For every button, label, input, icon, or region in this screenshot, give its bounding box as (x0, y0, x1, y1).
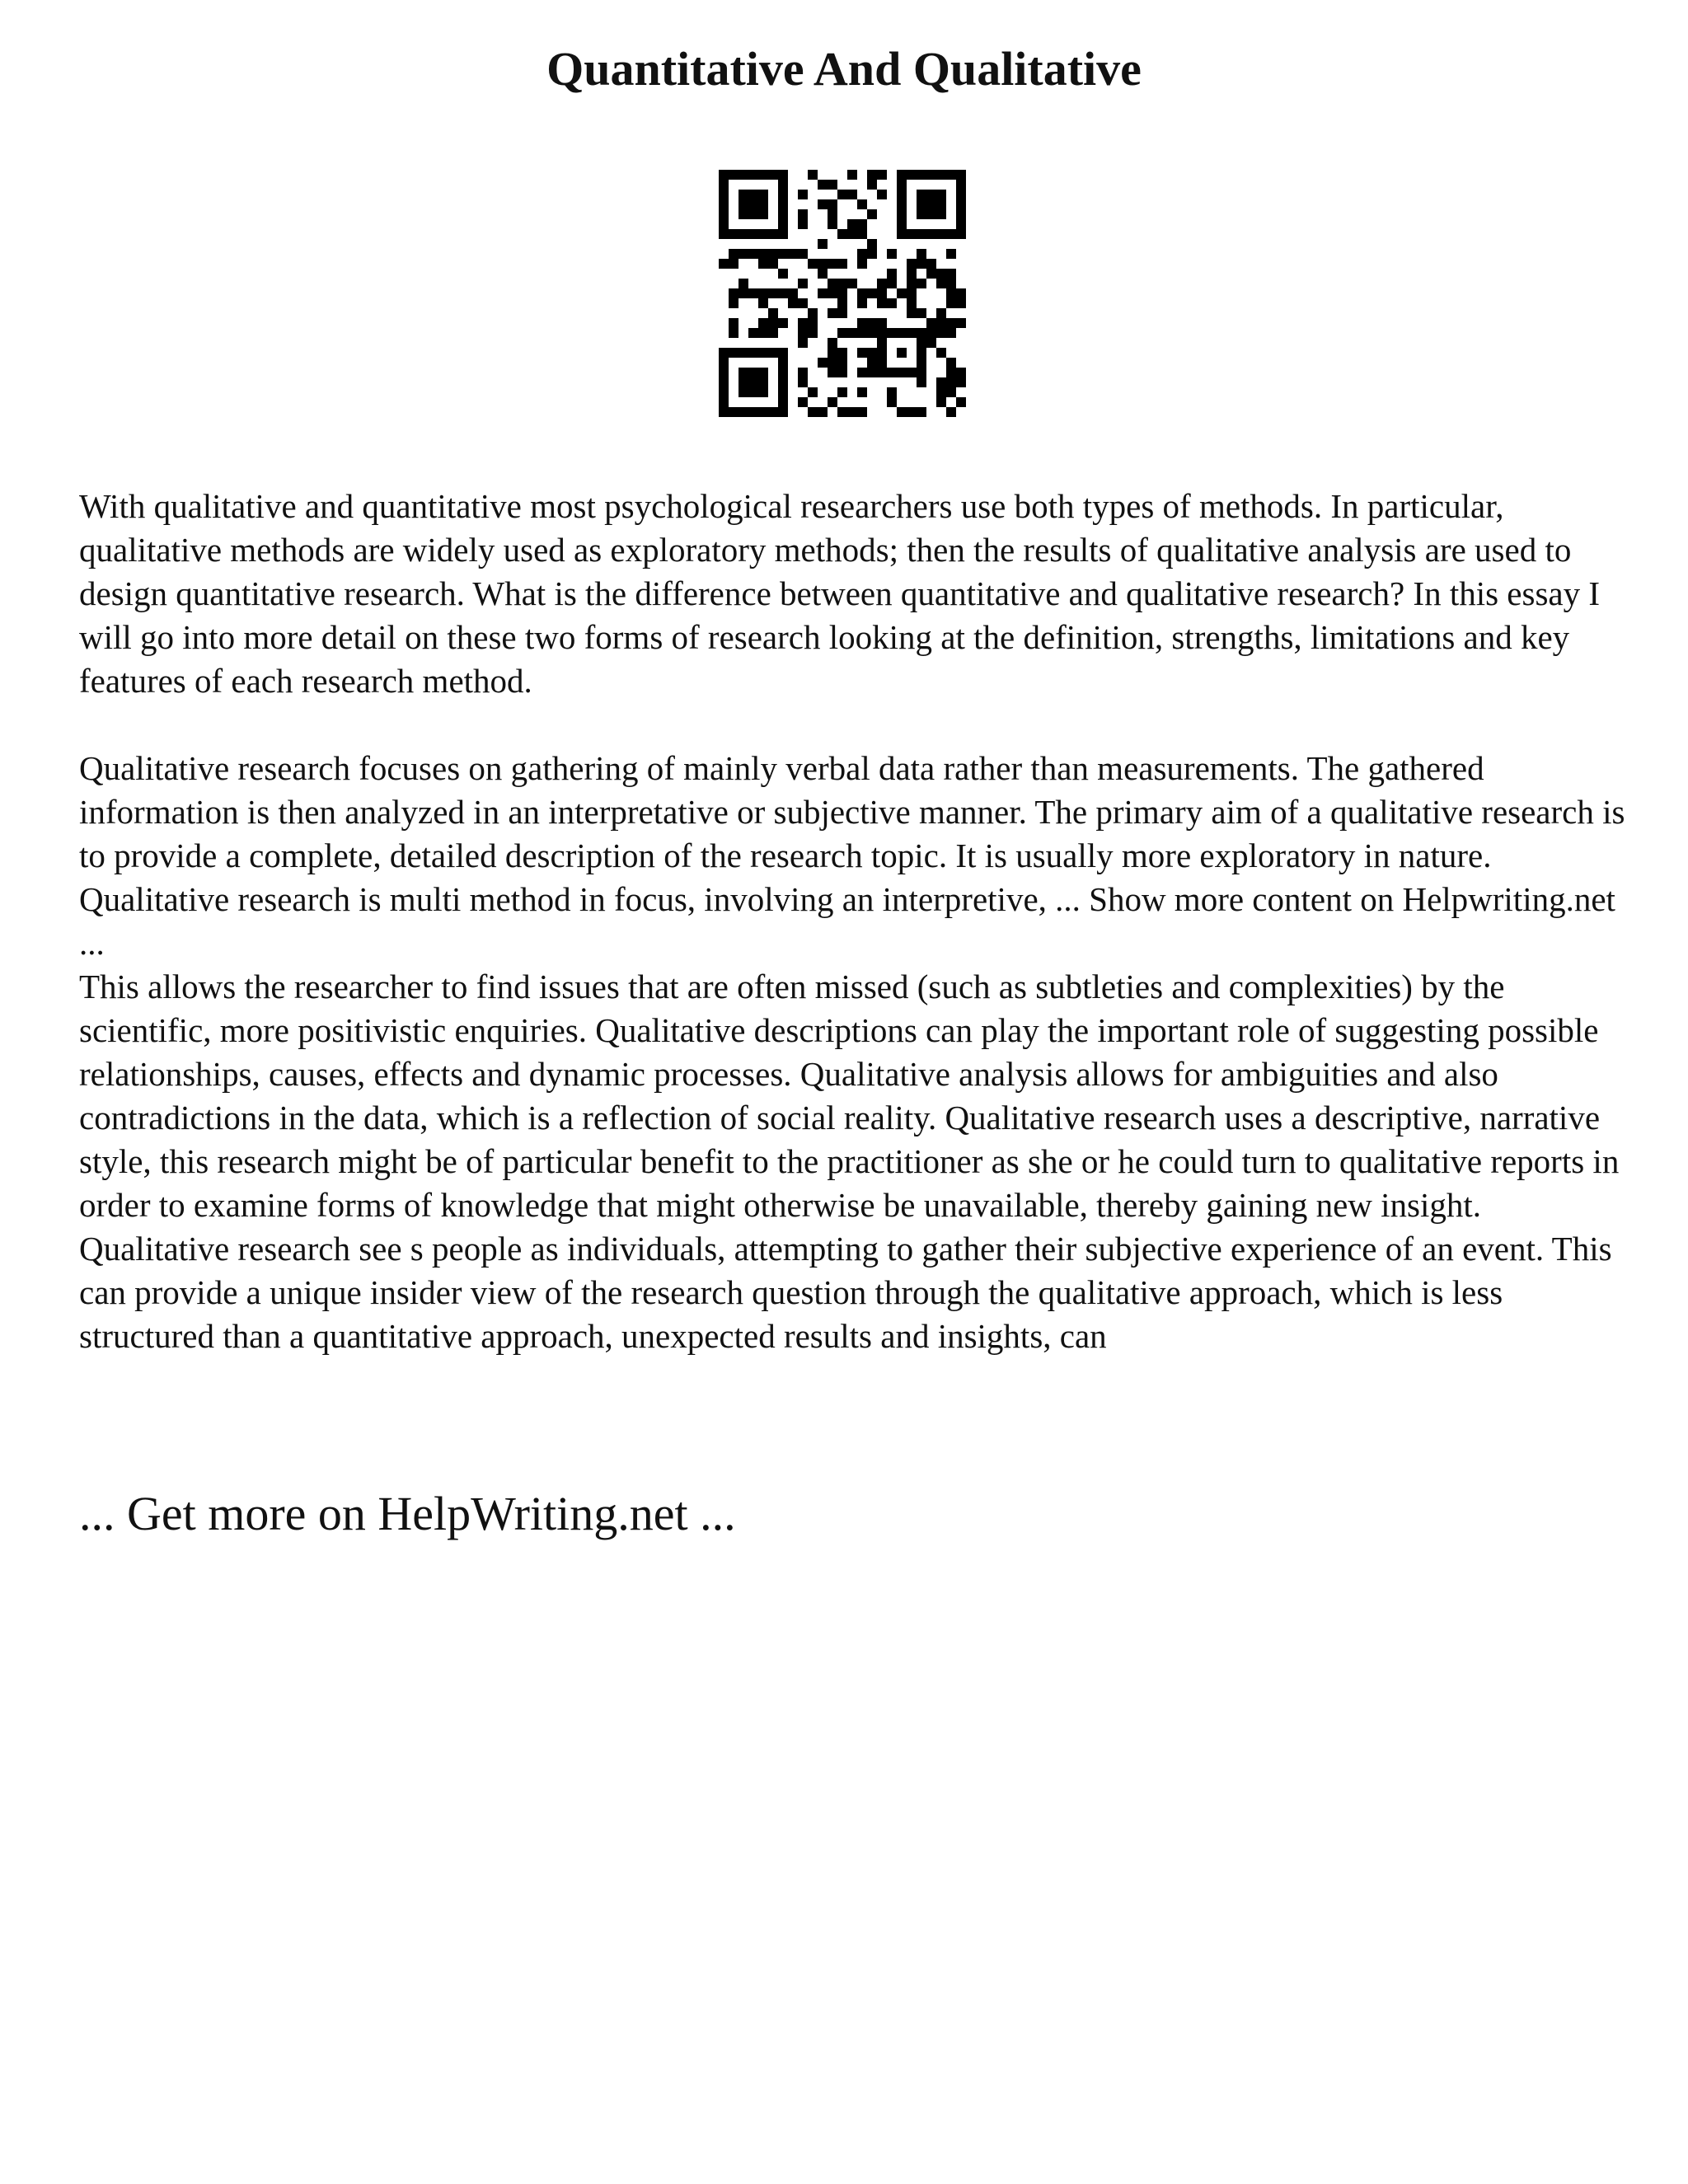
paragraph-qualitative-focus: Qualitative research focuses on gathering of mainly verbal data rather than measurements. The gathered information is then analyzed in an interpretative or subjective manner. The primary aim of a qualitative research is to provide a complete, detailed description of the research topic. It is usually more exploratory in nature. (79, 749, 1625, 874)
paragraph-intro: With qualitative and quantitative most psychological researchers use both types of methods. In particular, qualitative methods are widely used as exploratory methods; then the results of qualitative analysis are used to design quantitative research. What is the difference between quantitative and qualitative research? In this essay I will go into more detail on these two forms of research looking at the definition, strengths, limitations and key features of each research method. (79, 487, 1601, 700)
paragraph-multi-method: Qualitative research is multi method in focus, involving an interpretive, ... Show more content on Helpwriting.net ... (79, 880, 1615, 962)
article-body (79, 485, 1629, 1358)
paragraph-researcher-issues: This allows the researcher to find issues that are often missed (such as subtleties and complexities) by the scientific, more positivistic enquiries. Qualitative descriptions can play the important role of suggesting possible relationships, causes, effects and dynamic processes. Qualitative analysis allows for ambiguities and also contradictions in the data, which is a reflection of social reality. Qualitative research uses a descriptive, narrative style, this research might be of particular benefit to the practitioner as she or he could turn to qualitative reports in order to examine forms of knowledge that might otherwise be unavailable, thereby gaining new insight. Qualitative research see s people as individuals, attempting to gather their subjective experience of an event. This can provide a unique insider view of the research question through the qualitative approach, which is less structured than a quantitative approach, unexpected results and insights, can (79, 968, 1620, 1355)
get-more-link[interactable]: ... Get more on HelpWriting.net ... (79, 1487, 736, 1540)
page-title: Quantitative And Qualitative (546, 42, 1142, 96)
qr-code-icon (719, 170, 966, 417)
